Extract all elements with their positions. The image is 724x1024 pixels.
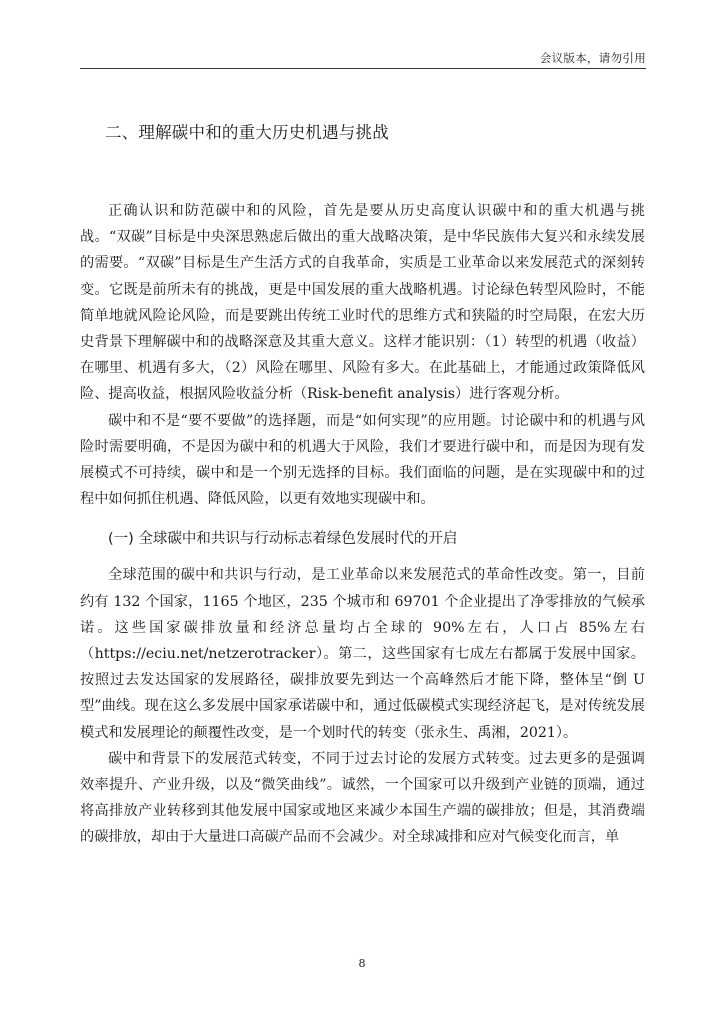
page-number: 8 <box>358 957 366 970</box>
header-divider <box>80 68 646 69</box>
paragraph-1: 正确认识和防范碳中和的风险，首先是要从历史高度认识碳中和的重大机遇与挑战。“双碳”目标是中央深思熟虑后做出的重大战略决策，是中华民族伟大复兴和永续发展的需要。“双碳”目标是生产生活方式的自我革命，实质是工业革命以来发展范式的深刻转变。它既是前所未有的挑战，更是中国发展的重大战略机遇。讨论绿色转型风险时，不能简单地就风险论风险，而是要跳出传统工业时代的思维方式和狭隘的时空局限，在宏大历史背景下理解碳中和的战略深意及其重大意义。这样才能识别：（1）转型的机遇（收益）在哪里、机遇有多大，（2）风险在哪里、风险有多大。在此基础上，才能通过政策降低风险、提高收益，根据风险收益分析（Risk-benefit analysis）进行客观分析。 <box>80 203 645 403</box>
paragraph-3: 全球范围的碳中和共识与行动，是工业革命以来发展范式的革命性改变。第一，目前约有 132 个国家，1165 个地区，235 个城市和 69701 个企业提出了净零排放的气候承诺。这些国家碳排放量和经济总量均占全球的 90%左右，人口占 85%左右（https://eciu.net/netzerotracker）。第二，这些国家有七成左右都属于发展中国家。按照过去发达国家的发展路径，碳排放要先到达一个高峰然后才能下降，整体呈“倒 U 型”曲线。现在这么多发展中国家承诺碳中和，通过低碳模式实现经济起飞，是对传统发展模式和发展理论的颠覆性改变，是一个划时代的转变（张永生、禹湘，2021）。 <box>80 567 645 741</box>
paragraph-2: 碳中和不是“要不要做”的选择题，而是“如何实现”的应用题。讨论碳中和的机遇与风险时需要明确，不是因为碳中和的机遇大于风险，我们才要进行碳中和，而是因为现有发展模式不可持续，碳中和是一个别无选择的目标。我们面临的问题，是在实现碳中和的过程中如何抓住机遇、降低风险，以更有效地实现碳中和。 <box>80 412 645 508</box>
subsection-title: (一) 全球碳中和共识与行动标志着绿色发展时代的开启 <box>108 531 458 548</box>
header-note: 会议版本，请勿引用 <box>539 51 646 65</box>
section-title: 二、理解碳中和的重大历史机遇与挑战 <box>105 123 389 142</box>
paragraph-4: 碳中和背景下的发展范式转变，不同于过去讨论的发展方式转变。过去更多的是强调效率提升、产业升级，以及“微笑曲线”。诚然，一个国家可以升级到产业链的顶端，通过将高排放产业转移到其他发展中国家或地区来减少本国生产端的碳排放；但是，其消费端的碳排放，却由于大量进口高碳产品而不会减少。对全球减排和应对气候变化而言，单 <box>80 750 645 846</box>
document-body <box>80 198 645 851</box>
